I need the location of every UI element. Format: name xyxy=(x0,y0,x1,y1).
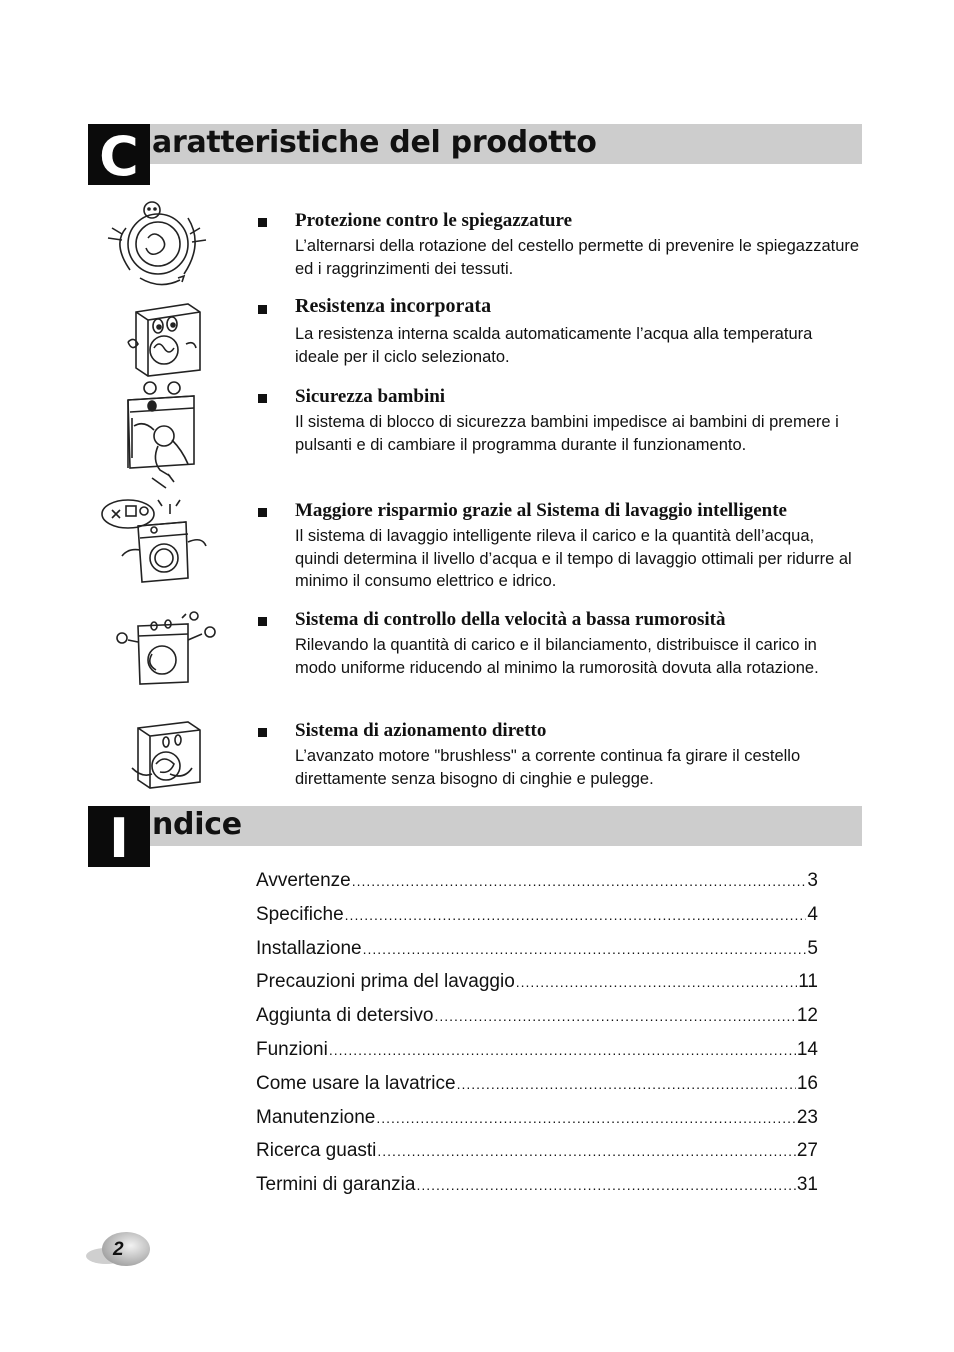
header-initial-letter: I xyxy=(88,806,150,867)
feature-title: Sicurezza bambini xyxy=(295,386,446,407)
dot-leader xyxy=(352,873,807,889)
toc-label: Aggiunta di detersivo xyxy=(256,1005,434,1027)
page-number: 2 xyxy=(113,1239,124,1260)
dot-leader xyxy=(376,1110,795,1126)
feature-title: Maggiore risparmio grazie al Sistema di lavaggio intelligente xyxy=(295,500,787,521)
feature-title: Resistenza incorporata xyxy=(295,295,492,317)
header-initial-letter: C xyxy=(88,124,150,185)
toc-entry[interactable] xyxy=(256,1140,818,1174)
bullet-square xyxy=(258,617,267,626)
dot-leader xyxy=(416,1177,795,1193)
direct-drive-icon xyxy=(126,718,204,792)
toc-page-number: 27 xyxy=(796,1140,818,1162)
feature-title: Sistema di controllo della velocità a bassa rumorosità xyxy=(295,609,726,630)
toc-entry[interactable] xyxy=(256,971,818,1005)
feature-description: La resistenza interna scalda automaticamente l’acqua alla temperatura ideale per il ciclo selezionato. xyxy=(295,325,813,366)
toc-page-number: 3 xyxy=(807,870,818,891)
section-title: ndice xyxy=(152,807,242,842)
table-of-contents xyxy=(256,870,818,1208)
header-bar xyxy=(150,806,862,846)
toc-label: Manutenzione xyxy=(256,1106,376,1128)
toc-label: Avvertenze xyxy=(256,870,351,891)
bullet-square xyxy=(258,728,267,737)
toc-entry[interactable] xyxy=(256,1174,818,1208)
page-title: aratteristiche del prodotto xyxy=(152,125,597,160)
toc-entry[interactable] xyxy=(256,870,818,904)
toc-entry[interactable] xyxy=(256,938,818,972)
bullet-square xyxy=(258,508,267,517)
low-noise-washer-icon xyxy=(112,610,220,686)
bullet-square xyxy=(258,305,267,314)
toc-label: Precauzioni prima del lavaggio xyxy=(256,971,515,993)
heater-washer-icon xyxy=(122,300,204,380)
page-number-badge xyxy=(86,1230,152,1270)
smart-wash-icon xyxy=(98,496,216,584)
feature-description: Il sistema di blocco di sicurezza bambini impedisce ai bambini di premere i pulsanti e di cambiare il programma durante il funzionamento. xyxy=(295,413,839,454)
feature-title: Protezione contro le spiegazzature xyxy=(295,210,573,231)
toc-label: Specifiche xyxy=(256,903,344,925)
dot-leader xyxy=(363,941,807,957)
toc-page-number: 11 xyxy=(798,971,818,993)
toc-page-number: 31 xyxy=(796,1174,818,1196)
toc-entry[interactable] xyxy=(256,1107,818,1141)
toc-page-number: 23 xyxy=(796,1106,818,1128)
toc-entry[interactable] xyxy=(256,904,818,938)
toc-label: Installazione xyxy=(256,937,362,959)
toc-entry[interactable] xyxy=(256,1073,818,1107)
child-lock-icon xyxy=(122,378,202,496)
toc-page-number: 16 xyxy=(796,1072,818,1094)
toc-label: Ricerca guasti xyxy=(256,1140,377,1162)
toc-label: Funzioni xyxy=(256,1038,328,1060)
dot-leader xyxy=(457,1076,796,1092)
dot-leader xyxy=(434,1008,795,1024)
dot-leader xyxy=(329,1042,796,1058)
toc-page-number: 12 xyxy=(796,1005,818,1027)
dot-leader xyxy=(345,907,807,923)
rotating-drum-icon xyxy=(100,198,216,290)
feature-description: Rilevando la quantità di carico e il bilanciamento, distribuisce il carico in modo uniforme riducendo al minimo la rumorosità dovuta alla rotazione. xyxy=(295,636,819,677)
feature-description: Il sistema di lavaggio intelligente rileva il carico e la quantità dell’acqua, quindi determina il livello d’acqua e il tempo di lavaggio ottimali per ridurre al minimo il consumo elettrico e idrico. xyxy=(295,527,852,590)
bullet-square xyxy=(258,218,267,227)
toc-label: Termini di garanzia xyxy=(256,1174,416,1196)
feature-title: Sistema di azionamento diretto xyxy=(295,720,547,741)
toc-page-number: 4 xyxy=(807,903,818,925)
feature-description: L’avanzato motore "brushless" a corrente continua fa girare il cestello direttamente senza bisogno di cinghie e pulegge. xyxy=(295,747,801,788)
dot-leader xyxy=(516,974,798,990)
feature-description: L’alternarsi della rotazione del cestello permette di prevenire le spiegazzature ed i raggrinzimenti dei tessuti. xyxy=(295,237,860,278)
toc-entry[interactable] xyxy=(256,1005,818,1039)
toc-label: Come usare la lavatrice xyxy=(256,1072,456,1094)
toc-page-number: 5 xyxy=(807,937,818,959)
toc-entry[interactable] xyxy=(256,1039,818,1073)
bullet-square xyxy=(258,394,267,403)
dot-leader xyxy=(377,1143,795,1159)
toc-page-number: 14 xyxy=(796,1038,818,1060)
